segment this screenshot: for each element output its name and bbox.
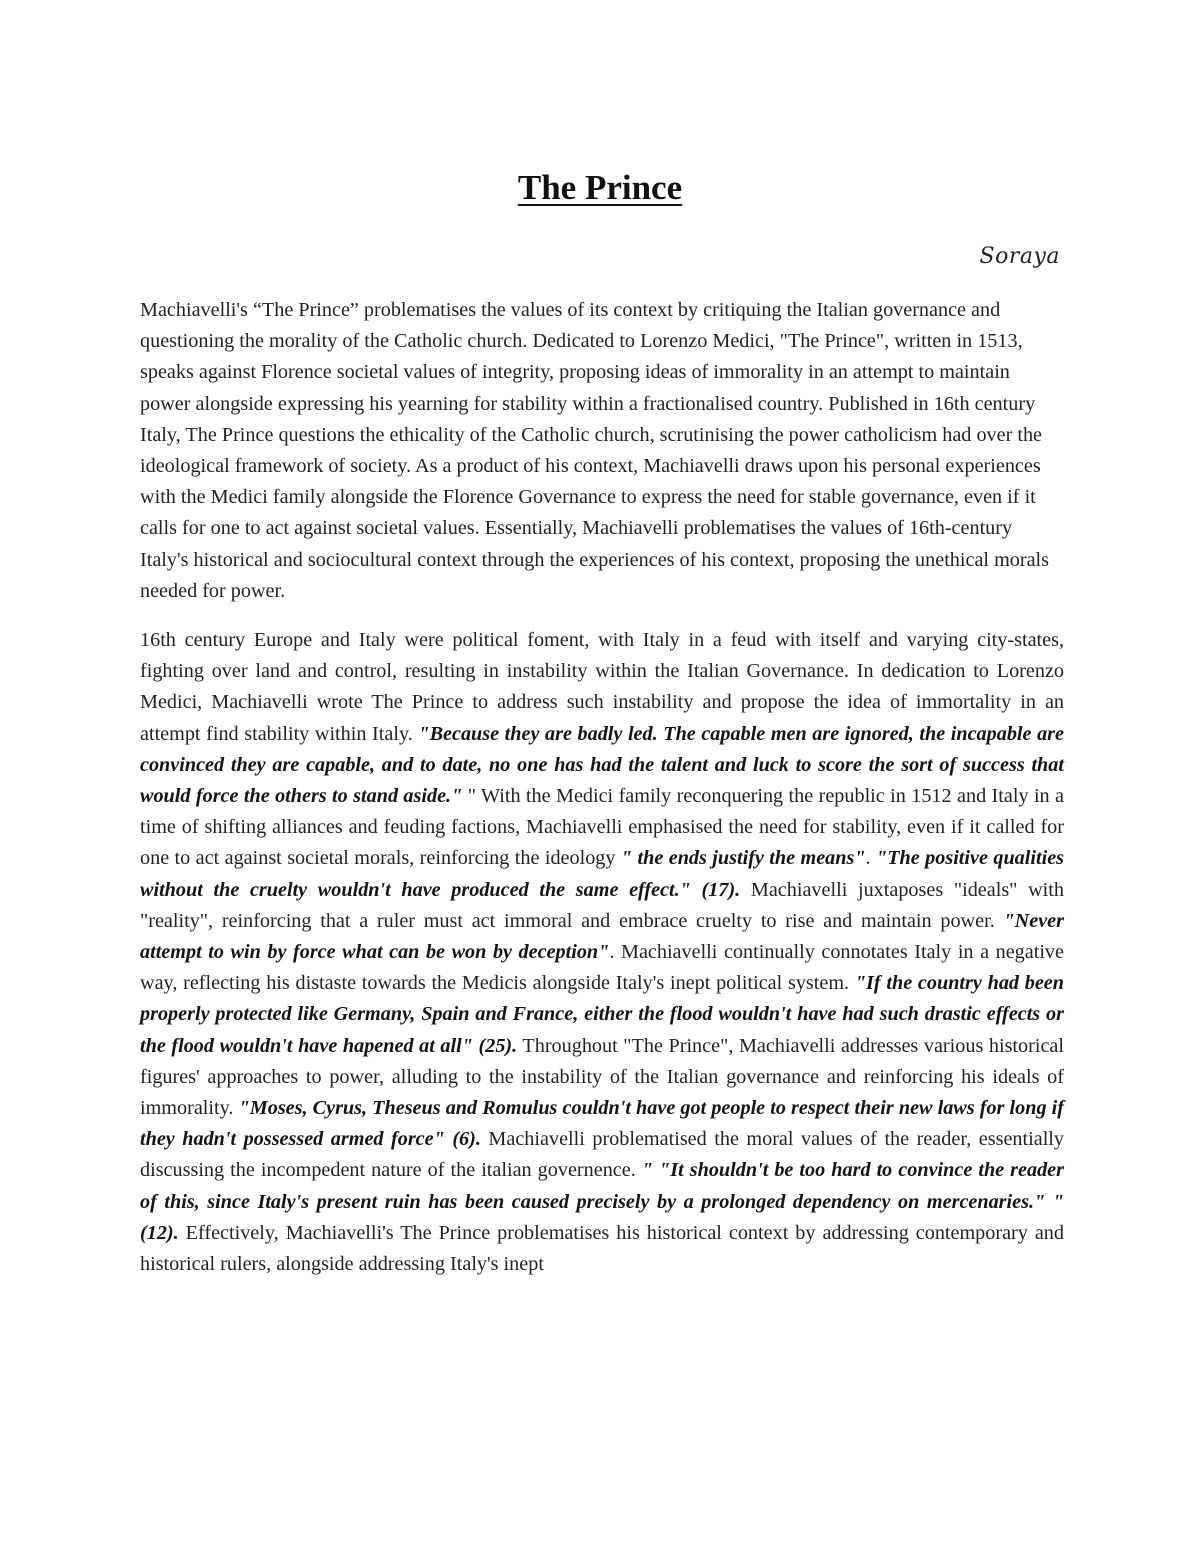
quotation: " the ends justify the means" [620, 847, 866, 870]
quotation: "If the country had been properly protected like Germany, Spain and France, either the flood wouldn't have had such drastic effects or the flood wouldn't have hapened at all" (25). [140, 972, 1064, 1057]
paragraph-text: " With the Medici family reconquering the republic in 1512 and Italy in a time of shifting alliances and feuding factions, Machiavelli emphasised the need for stability, even if it called for one to act against societal morals, reinforcing the ideology [140, 785, 1065, 870]
author-name: Soraya [979, 244, 1060, 269]
paragraph-text: Machiavelli problematised the moral values of the reader, essentially discussing the incompedent nature of the italian governence. [140, 1128, 1065, 1182]
paragraph-introduction: Machiavelli's “The Prince” problematises the values of its context by critiquing the Italian governance and questioning the morality of the Catholic church. Dedicated to Lorenzo Medici, "The Prince", written in 1513, speaks against Florence societal values of integrity, proposing ideas of immorality in an attempt to maintain power alongside expressing his yearning for stability within a fractionalised country. Published in 16th century Italy, The Prince questions the ethicality of the Catholic church, scrutinising the power catholicism had over the ideological framework of society. As a product of his context, Machiavelli draws upon his personal experiences with the Medici family alongside the Florence Governance to express the need for stable governance, even if it calls for one to act against societal values. Essentially, Machiavelli problematises the values of 16th-century Italy's historical and sociocultural context through the experiences of his context, proposing the unethical morals needed for power. [140, 299, 1050, 602]
paragraph-text: Effectively, Machiavelli's The Prince problematises his historical context by addressing contemporary and historical rulers, alongside addressing Italy's inept [140, 1221, 1064, 1276]
paragraph-text: Throughout "The Prince", Machiavelli addresses various historical figures' approaches to power, alluding to the instability of the Italian governance and reinforcing his ideals of immorality. [140, 1034, 1064, 1120]
document-title: The Prince [517, 168, 683, 207]
quotation: " "It shouldn't be too hard to convince the reader of this, since Italy's present ruin has been caused precisely by a prolonged dependency on mercenaries." " (12). [140, 1159, 1064, 1244]
paragraph-text: 16th century Europe and Italy were political foment, with Italy in a feud with itself and varying city-states, fighting over land and control, resulting in instability within the Italian Governance. In dedication to Lorenzo Medici, Machiavelli wrote The Prince to address such instability and propose the idea of immortality in an attempt find stability within Italy. [140, 629, 1064, 745]
paragraph-context [140, 625, 1064, 1280]
paragraph-text: . Machiavelli continually connotates Italy in a negative way, reflecting his distaste towards the Medicis alongside Italy's inept political system. [140, 941, 1064, 995]
quotation: "Moses, Cyrus, Theseus and Romulus couldn't have got people to respect their new laws for long if they hadn't possessed armed force" (6). [140, 1097, 1064, 1151]
quotation: "Because they are badly led. The capable men are ignored, the incapable are convinced they are capable, and to date, no one has had the talent and luck to score the sort of success that would force the others to stand aside." [140, 722, 1064, 808]
paragraph-text: . [865, 847, 877, 870]
quotation: "Never attempt to win by force what can be won by deception" [140, 909, 1064, 964]
paragraph-text: Machiavelli juxtaposes "ideals" with "reality", reinforcing that a ruler must act immoral and embrace cruelty to rise and maintain power. [140, 878, 1064, 932]
quotation: "The positive qualities without the cruelty wouldn't have produced the same effect." (17). [140, 847, 1065, 901]
essay-body [140, 295, 1064, 1280]
